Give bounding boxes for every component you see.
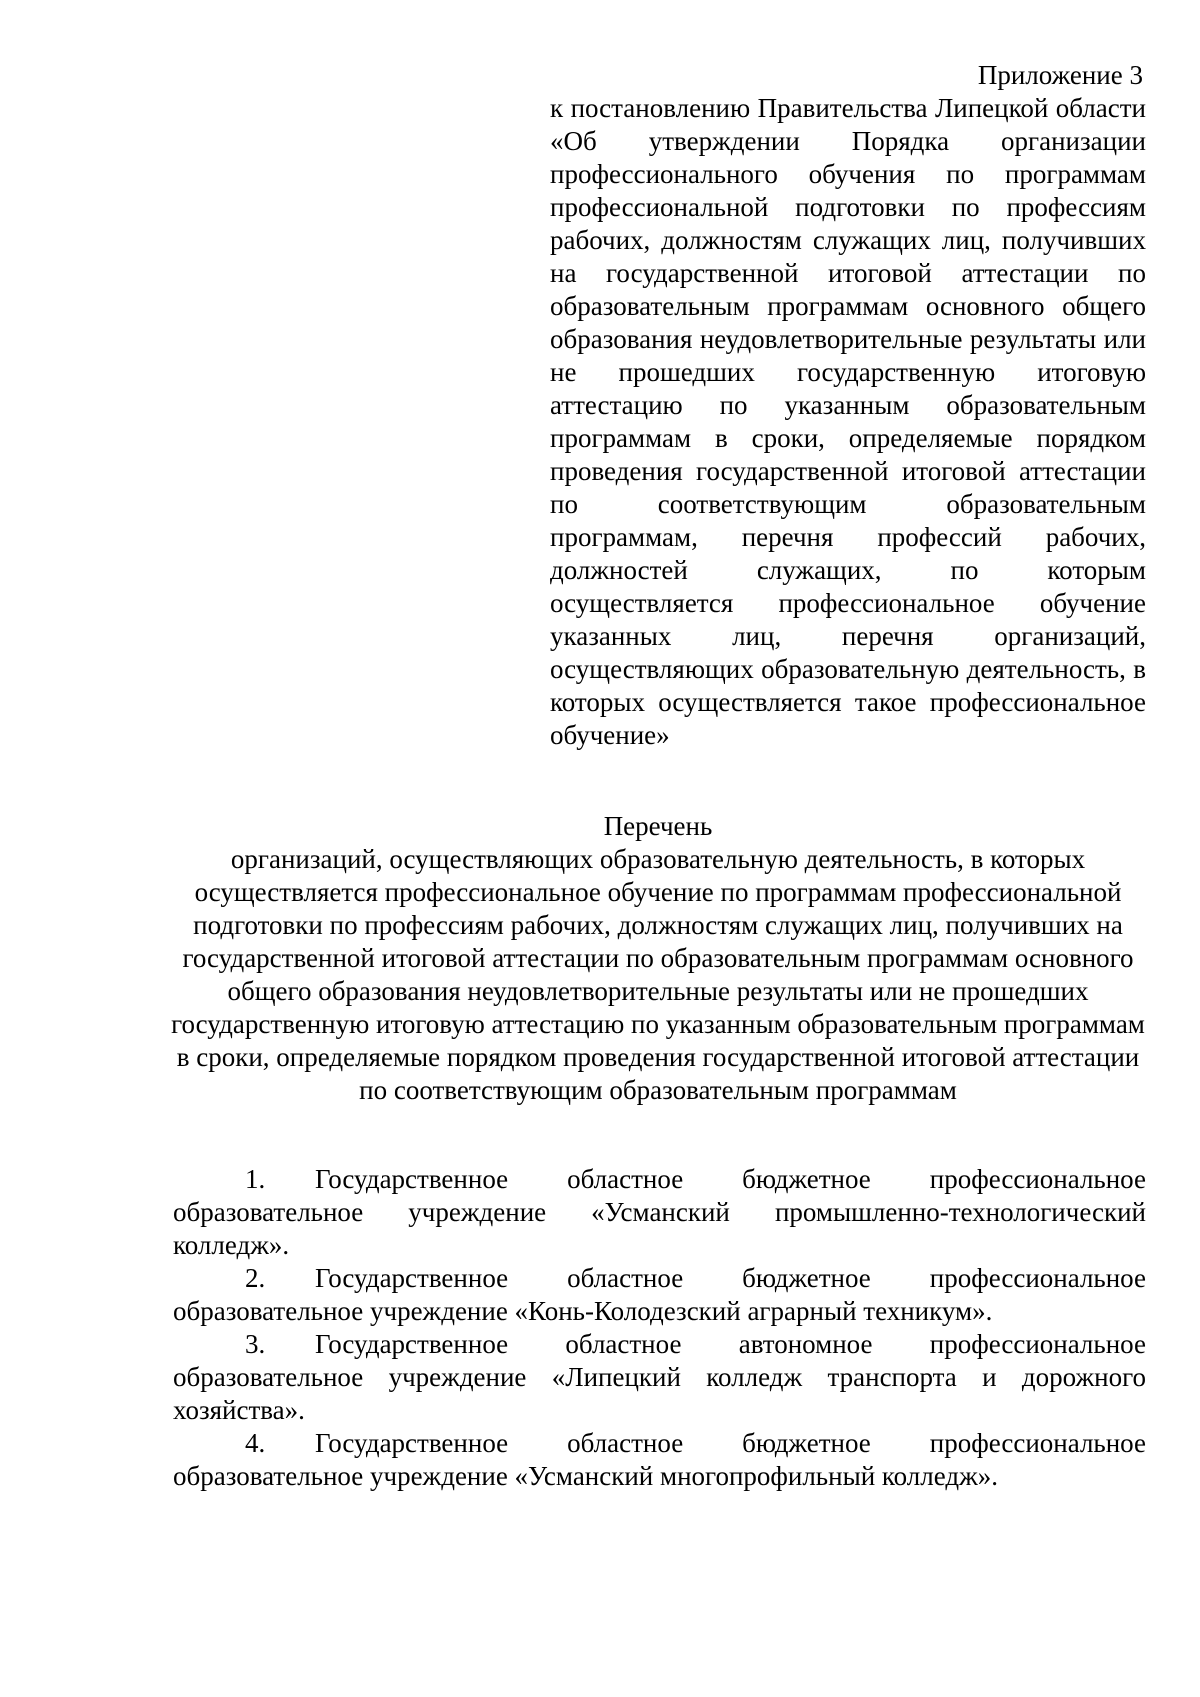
appendix-reference: к постановлению Правительства Липецкой области «Об утверждении Порядка организации профессионального обучения по программам профессиональной подготовки по профессиям рабочих, должностям служащих лиц, получивших на государственной итоговой аттестации по образовательным программам основного общего образования неудовлетворительные результаты или не прошедших государственную итоговую аттестацию по указанным образовательным программам в сроки, определяемые порядком проведения государственной итоговой аттестации по соответствующим образовательным программам, перечня профессий рабочих, должностей служащих, по которым осуществляется профессиональное обучение указанных лиц, перечня организаций, осуществляющих образовательную деятельность, в которых осуществляется такое профессиональное обучение» <box>550 93 1146 750</box>
list-subtitle: организаций, осуществляющих образовательную деятельность, в которых осуществляется профессиональное обучение по программам профессиональной подготовки по профессиям рабочих, должностям служащих лиц, получивших на государственной итоговой аттестации по образовательным программам основного общего образования неудовлетворительные результаты или не прошедших государственную итоговую аттестацию по указанным образовательным программам в сроки, определяемые порядком проведения государственной итоговой аттестации по соответствующим образовательным программам <box>171 844 1145 1105</box>
list-item <box>173 1262 1146 1328</box>
list-item-text: Государственное областное бюджетное профессиональное образовательное учреждение «Конь-Колодезский аграрный техникум». <box>173 1263 1146 1326</box>
list-item <box>173 1328 1146 1427</box>
list-item-number: 2. <box>245 1263 266 1293</box>
list-item <box>173 1427 1146 1493</box>
list-item-number: 4. <box>245 1428 266 1458</box>
list-item-number: 1. <box>245 1164 266 1194</box>
list-item <box>173 1163 1146 1262</box>
list-item-text: Государственное областное автономное профессиональное образовательное учреждение «Липецкий колледж транспорта и дорожного хозяйства». <box>173 1329 1146 1425</box>
list-item-number: 3. <box>245 1329 266 1359</box>
list-item-text: Государственное областное бюджетное профессиональное образовательное учреждение «Усманский многопрофильный колледж». <box>173 1428 1146 1491</box>
appendix-label: Приложение 3 <box>977 60 1143 90</box>
list-heading: Перечень <box>603 811 713 841</box>
list-item-text: Государственное областное бюджетное профессиональное образовательное учреждение «Усманский промышленно-технологический колледж». <box>173 1164 1146 1260</box>
organization-list <box>173 1163 1146 1493</box>
